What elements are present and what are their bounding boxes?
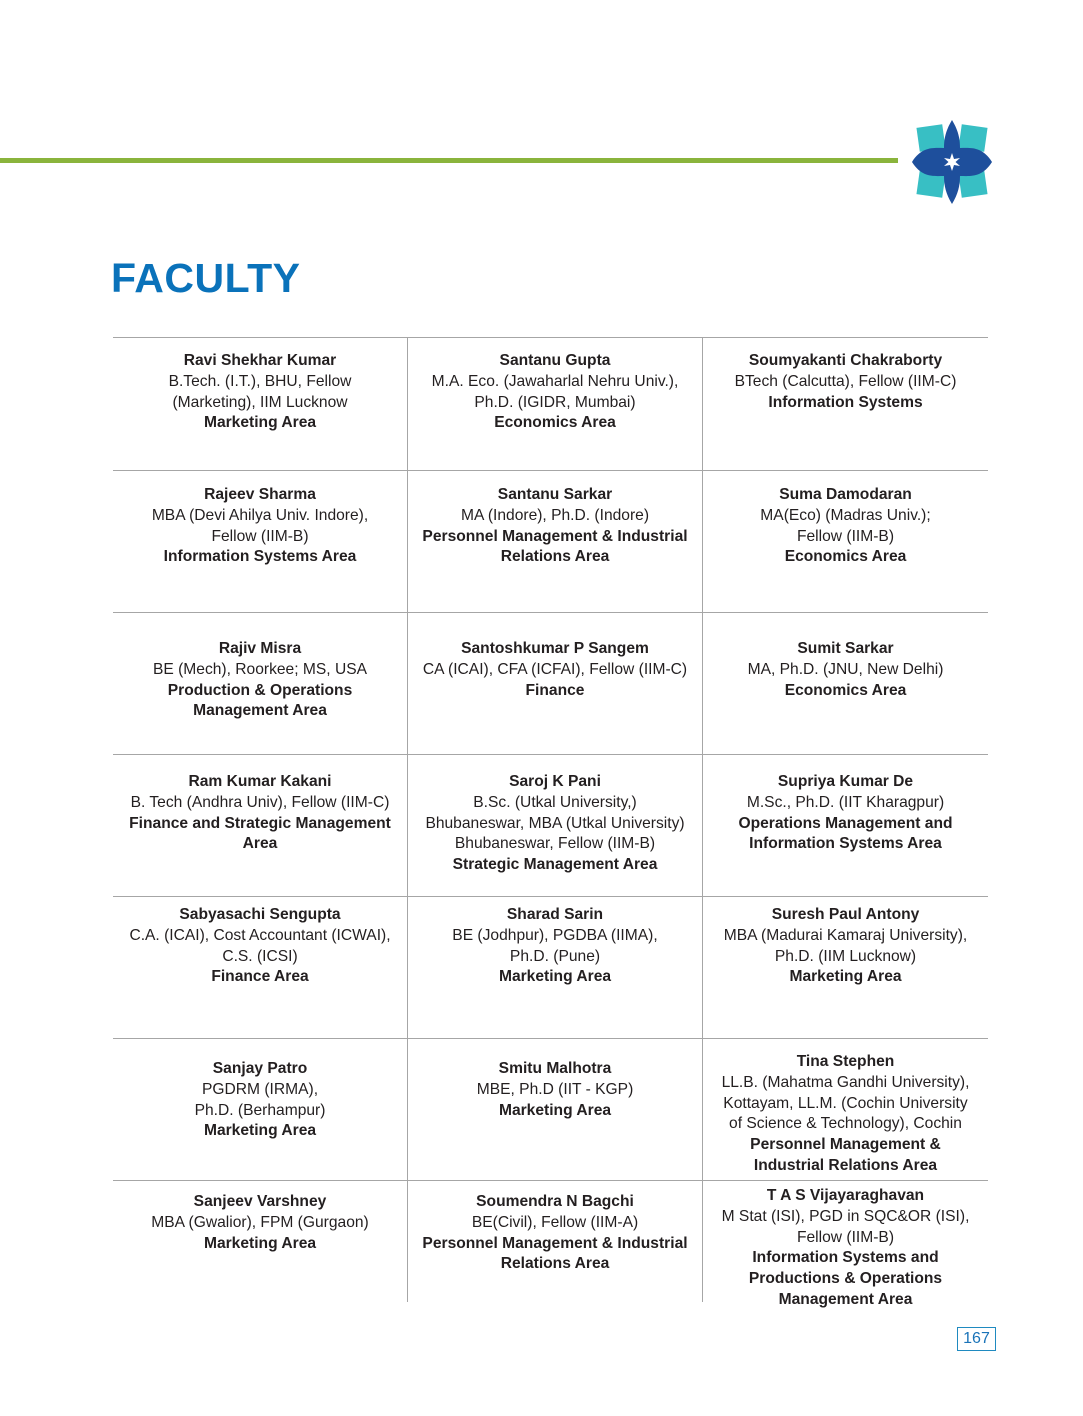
- faculty-card: [408, 1181, 703, 1302]
- faculty-name: Saroj K Pani: [509, 773, 601, 790]
- faculty-qualification: MA, Ph.D. (JNU, New Delhi): [747, 660, 944, 678]
- faculty-name: Santanu Gupta: [499, 352, 611, 369]
- faculty-qualification: C.S. (ICSI): [222, 947, 298, 965]
- page-title: FACULTY: [111, 255, 301, 301]
- faculty-qualification: MA(Eco) (Madras Univ.);: [760, 506, 931, 524]
- faculty-qualification: MBE, Ph.D (IIT - KGP): [476, 1080, 634, 1098]
- faculty-qualification: BE(Civil), Fellow (IIM-A): [471, 1213, 639, 1231]
- faculty-area: Industrial Relations Area: [753, 1156, 938, 1174]
- faculty-area: Marketing Area: [203, 1234, 317, 1252]
- faculty-name: Sumit Sarkar: [797, 640, 894, 657]
- faculty-area: Economics Area: [494, 414, 616, 432]
- faculty-area: Marketing Area: [498, 968, 612, 986]
- faculty-qualification: Fellow (IIM-B): [796, 1228, 895, 1246]
- faculty-name: Rajeev Sharma: [204, 486, 316, 503]
- faculty-card: [703, 755, 988, 896]
- faculty-area: Area: [242, 835, 278, 853]
- faculty-area: Productions & Operations: [748, 1270, 943, 1288]
- faculty-qualification: MBA (Gwalior), FPM (Gurgaon): [151, 1213, 369, 1231]
- faculty-qualification: Ph.D. (Pune): [509, 947, 601, 965]
- institute-logo-icon: [908, 118, 996, 206]
- faculty-name: Supriya Kumar De: [777, 773, 914, 790]
- faculty-name: Soumyakanti Chakraborty: [748, 352, 943, 369]
- faculty-qualification: LL.B. (Mahatma Gandhi University),: [721, 1073, 970, 1091]
- faculty-qualification: PGDRM (IRMA),: [201, 1080, 319, 1098]
- faculty-row: [113, 896, 988, 1038]
- faculty-qualification: MA (Indore), Ph.D. (Indore): [460, 506, 650, 524]
- faculty-name: Santanu Sarkar: [497, 486, 613, 503]
- faculty-area: Economics Area: [784, 681, 907, 699]
- faculty-card: [113, 897, 408, 1038]
- faculty-name: Santoshkumar P Sangem: [461, 640, 649, 657]
- faculty-area: Information Systems Area: [749, 835, 942, 853]
- faculty-qualification: M.A. Eco. (Jawaharlal Nehru Univ.),: [431, 372, 679, 390]
- faculty-qualification: Fellow (IIM-B): [796, 527, 895, 545]
- faculty-name: Smitu Malhotra: [498, 1060, 612, 1077]
- faculty-qualification: MBA (Madurai Kamaraj University),: [723, 926, 968, 944]
- faculty-card: [408, 471, 703, 612]
- faculty-qualification: of Science & Technology), Cochin: [729, 1115, 962, 1133]
- faculty-card: [113, 1039, 408, 1180]
- faculty-qualification: Ph.D. (IIM Lucknow): [774, 947, 917, 965]
- faculty-qualification: (Marketing), IIM Lucknow: [172, 393, 348, 411]
- faculty-qualification: BTech (Calcutta), Fellow (IIM-C): [734, 372, 957, 390]
- faculty-area: Production & Operations: [167, 681, 353, 699]
- faculty-area: Relations Area: [500, 548, 610, 566]
- faculty-card: [408, 338, 703, 470]
- faculty-qualification: M.Sc., Ph.D. (IIT Kharagpur): [746, 793, 945, 811]
- faculty-card: [703, 1181, 988, 1308]
- faculty-card: [113, 338, 408, 470]
- faculty-card: [703, 338, 988, 470]
- faculty-name: Suma Damodaran: [779, 486, 912, 503]
- faculty-card: [408, 755, 703, 896]
- faculty-card: [408, 613, 703, 754]
- faculty-area: Relations Area: [500, 1255, 610, 1273]
- faculty-area: Marketing Area: [203, 1122, 317, 1140]
- faculty-qualification: C.A. (ICAI), Cost Accountant (ICWAI),: [129, 926, 391, 944]
- faculty-qualification: CA (ICAI), CFA (ICFAI), Fellow (IIM-C): [422, 660, 688, 678]
- faculty-area: Information Systems Area: [163, 548, 357, 566]
- faculty-card: [113, 613, 408, 754]
- faculty-card: [703, 897, 988, 1038]
- faculty-name: Soumendra N Bagchi: [476, 1193, 634, 1210]
- faculty-name: Sabyasachi Sengupta: [179, 906, 341, 923]
- faculty-name: Sharad Sarin: [506, 906, 604, 923]
- faculty-name: Sanjeev Varshney: [193, 1193, 327, 1210]
- faculty-qualification: MBA (Devi Ahilya Univ. Indore),: [151, 506, 369, 524]
- faculty-card: [113, 755, 408, 896]
- faculty-name: T A S Vijayaraghavan: [766, 1187, 925, 1204]
- faculty-area: Management Area: [778, 1290, 913, 1308]
- faculty-qualification: B. Tech (Andhra Univ), Fellow (IIM-C): [130, 793, 390, 811]
- faculty-area: Finance: [525, 681, 585, 699]
- faculty-row: [113, 1038, 988, 1180]
- faculty-card: [703, 471, 988, 612]
- faculty-qualification: Ph.D. (IGIDR, Mumbai): [474, 393, 636, 411]
- faculty-row: [113, 1180, 988, 1308]
- faculty-qualification: Bhubaneswar, MBA (Utkal University): [425, 814, 685, 832]
- faculty-area: Finance and Strategic Management: [129, 814, 391, 832]
- faculty-area: Marketing Area: [498, 1101, 612, 1119]
- faculty-qualification: M Stat (ISI), PGD in SQC&OR (ISI),: [721, 1207, 970, 1225]
- faculty-grid: [113, 337, 988, 1308]
- faculty-qualification: Ph.D. (Berhampur): [194, 1101, 326, 1119]
- page-number: 167: [957, 1327, 996, 1351]
- faculty-area: Marketing Area: [203, 414, 317, 432]
- faculty-name: Sanjay Patro: [212, 1060, 308, 1077]
- faculty-area: Strategic Management Area: [452, 856, 658, 874]
- header-accent-rule: [0, 158, 898, 163]
- faculty-name: Rajiv Misra: [218, 640, 302, 657]
- faculty-row: [113, 337, 988, 470]
- faculty-area: Finance Area: [211, 968, 309, 986]
- faculty-area: Management Area: [193, 702, 327, 720]
- faculty-row: [113, 754, 988, 896]
- faculty-row: [113, 470, 988, 612]
- faculty-name: Ram Kumar Kakani: [188, 773, 332, 790]
- faculty-qualification: Fellow (IIM-B): [211, 527, 309, 545]
- faculty-card: [703, 1039, 988, 1180]
- faculty-area: Marketing Area: [789, 968, 902, 986]
- faculty-name: Ravi Shekhar Kumar: [183, 352, 337, 369]
- faculty-qualification: B.Tech. (I.T.), BHU, Fellow: [168, 372, 352, 390]
- faculty-card: [703, 613, 988, 754]
- faculty-area: Operations Management and: [738, 814, 953, 832]
- faculty-name: Tina Stephen: [796, 1053, 895, 1070]
- faculty-qualification: B.Sc. (Utkal University,): [473, 793, 637, 811]
- faculty-area: Personnel Management & Industrial: [422, 527, 688, 545]
- faculty-card: [113, 471, 408, 612]
- faculty-qualification: BE (Mech), Roorkee; MS, USA: [152, 660, 368, 678]
- faculty-name: Suresh Paul Antony: [771, 906, 920, 923]
- faculty-card: [113, 1181, 408, 1302]
- faculty-card: [408, 1039, 703, 1180]
- faculty-row: [113, 612, 988, 754]
- faculty-area: Information Systems and: [752, 1249, 939, 1267]
- faculty-area: Personnel Management & Industrial: [422, 1234, 688, 1252]
- faculty-qualification: BE (Jodhpur), PGDBA (IIMA),: [452, 926, 658, 944]
- faculty-area: Economics Area: [784, 548, 907, 566]
- faculty-area: Personnel Management &: [750, 1136, 941, 1154]
- faculty-area: Information Systems: [768, 393, 923, 411]
- faculty-qualification: Kottayam, LL.M. (Cochin University: [723, 1094, 968, 1112]
- faculty-card: [408, 897, 703, 1038]
- faculty-qualification: Bhubaneswar, Fellow (IIM-B): [454, 835, 656, 853]
